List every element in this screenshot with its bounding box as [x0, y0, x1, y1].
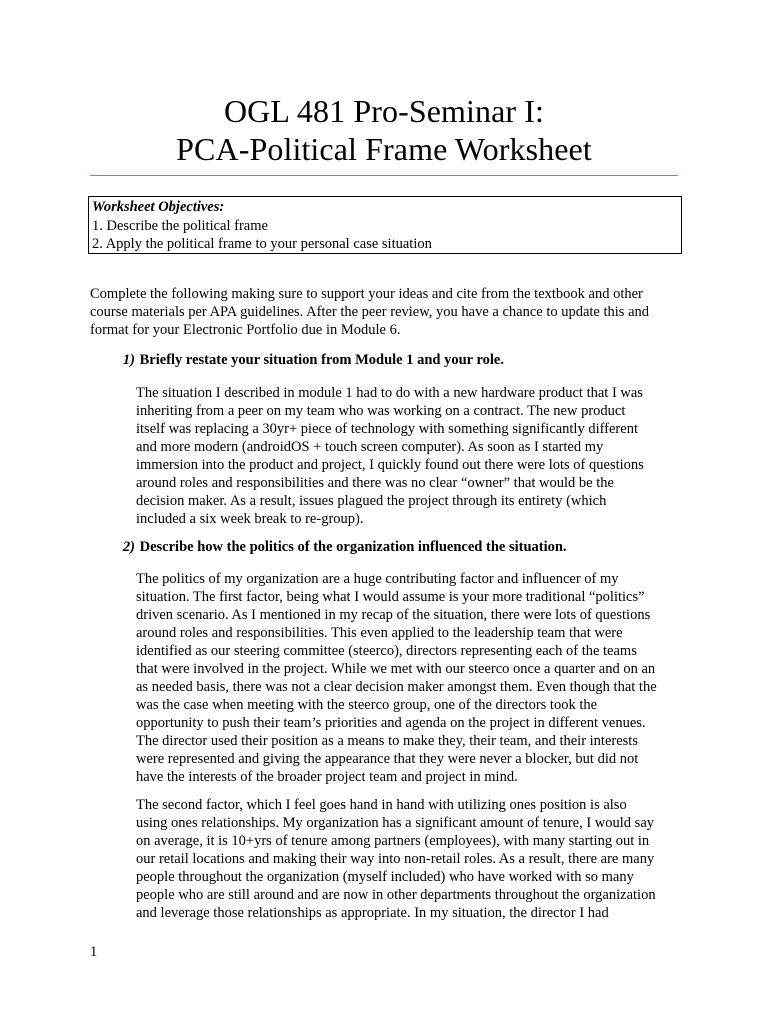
answer-line: and more modern (androidOS + touch screen computer). As soon as I started my	[136, 439, 604, 455]
intro-line: format for your Electronic Portfolio due in Module 6.	[90, 322, 401, 338]
objectives-box	[88, 196, 682, 254]
answer-line: situation. The first factor, being what I would assume is your more traditional “politics”	[136, 589, 645, 605]
answer-line: people throughout the organization (myself included) who have worked with so many	[136, 869, 634, 885]
question-number: 2)	[122, 539, 135, 555]
title-line-1: OGL 481 Pro-Seminar I:	[223, 93, 545, 129]
intro-line: Complete the following making sure to support your ideas and cite from the textbook and other	[90, 286, 643, 302]
answer-line: included a six week break to re-group).	[136, 511, 364, 527]
answer-line: was the case when meeting with the steerco group, one of the directors took the	[136, 697, 598, 713]
question-2-answer-paragraph-2	[136, 796, 683, 922]
answer-line: around roles and responsibilities. This even applied to the leadership team that were	[136, 625, 623, 641]
answer-line: The politics of my organization are a huge contributing factor and influencer of my	[136, 571, 619, 587]
answer-line: decision maker. As a result, issues plagued the project through its entirety (which	[136, 493, 607, 509]
question-1-answer-paragraph	[136, 384, 683, 528]
answer-line: identified as our steering committee (steerco), directors representing each of the teams	[136, 643, 637, 659]
answer-line: were represented and giving the appearance that they were never a blocker, but did not	[136, 751, 639, 767]
intro-line: course materials per APA guidelines. After the peer review, you have a chance to update this and	[90, 304, 650, 320]
answer-line: driven scenario. As I mentioned in my recap of the situation, there were lots of questions	[136, 607, 651, 623]
answer-line: opportunity to push their team’s priorities and agenda on the project in different venues.	[136, 715, 646, 731]
question-1-prompt	[90, 351, 682, 369]
answer-line: The director used their position as a means to make they, their team, and their interests	[136, 733, 638, 749]
answer-line: on average, it is 10+yrs of tenure among partners (employees), with many starting out in	[136, 833, 650, 849]
objectives-heading: Worksheet Objectives:	[92, 199, 225, 215]
answer-line: around roles and responsibilities and there was no clear “owner” that would be the	[136, 475, 614, 491]
objective-item: 1. Describe the political frame	[92, 217, 268, 234]
answer-line: have the interests of the broader project team and project in mind.	[136, 769, 518, 785]
answer-line: itself was replacing a 30yr+ piece of technology with something significantly different	[136, 421, 638, 437]
intro-paragraph	[90, 285, 682, 339]
question-2-answer-paragraph-1	[136, 570, 683, 786]
answer-line: people who are still around and are now in other departments throughout the organization	[136, 887, 656, 903]
question-text: Describe how the politics of the organization influenced the situation.	[139, 539, 567, 555]
answer-line: The second factor, which I feel goes hand in hand with utilizing ones position is also	[136, 797, 627, 813]
answer-line: The situation I described in module 1 had to do with a new hardware product that I was	[136, 385, 643, 401]
answer-line: inheriting from a peer on my team who was working on a contract. The new product	[136, 403, 626, 419]
question-2-prompt	[90, 538, 682, 556]
answer-line: using ones relationships. My organization has a significant amount of tenure, I would say	[136, 815, 655, 831]
answer-line: immersion into the product and project, I quickly found out there were lots of questions	[136, 457, 644, 473]
objective-item: 2. Apply the political frame to your personal case situation	[92, 236, 432, 252]
question-text: Briefly restate your situation from Module 1 and your role.	[139, 352, 504, 368]
answer-line: and leverage those relationships as appropriate. In my situation, the director I had	[136, 905, 609, 921]
title-line-2: PCA-Political Frame Worksheet	[176, 131, 592, 167]
answer-line: that were involved in the project. While we met with our steerco once a quarter and on an	[136, 661, 656, 677]
answer-line: our retail locations and making their way into non-retail roles. As a result, there are many	[136, 851, 655, 867]
question-number: 1)	[122, 352, 135, 368]
answer-line: as needed basis, there was not a clear decision maker amongst them. Even though that the	[136, 679, 657, 695]
page-number: 1	[90, 944, 98, 960]
title-divider	[90, 175, 678, 176]
page-title	[90, 92, 678, 168]
